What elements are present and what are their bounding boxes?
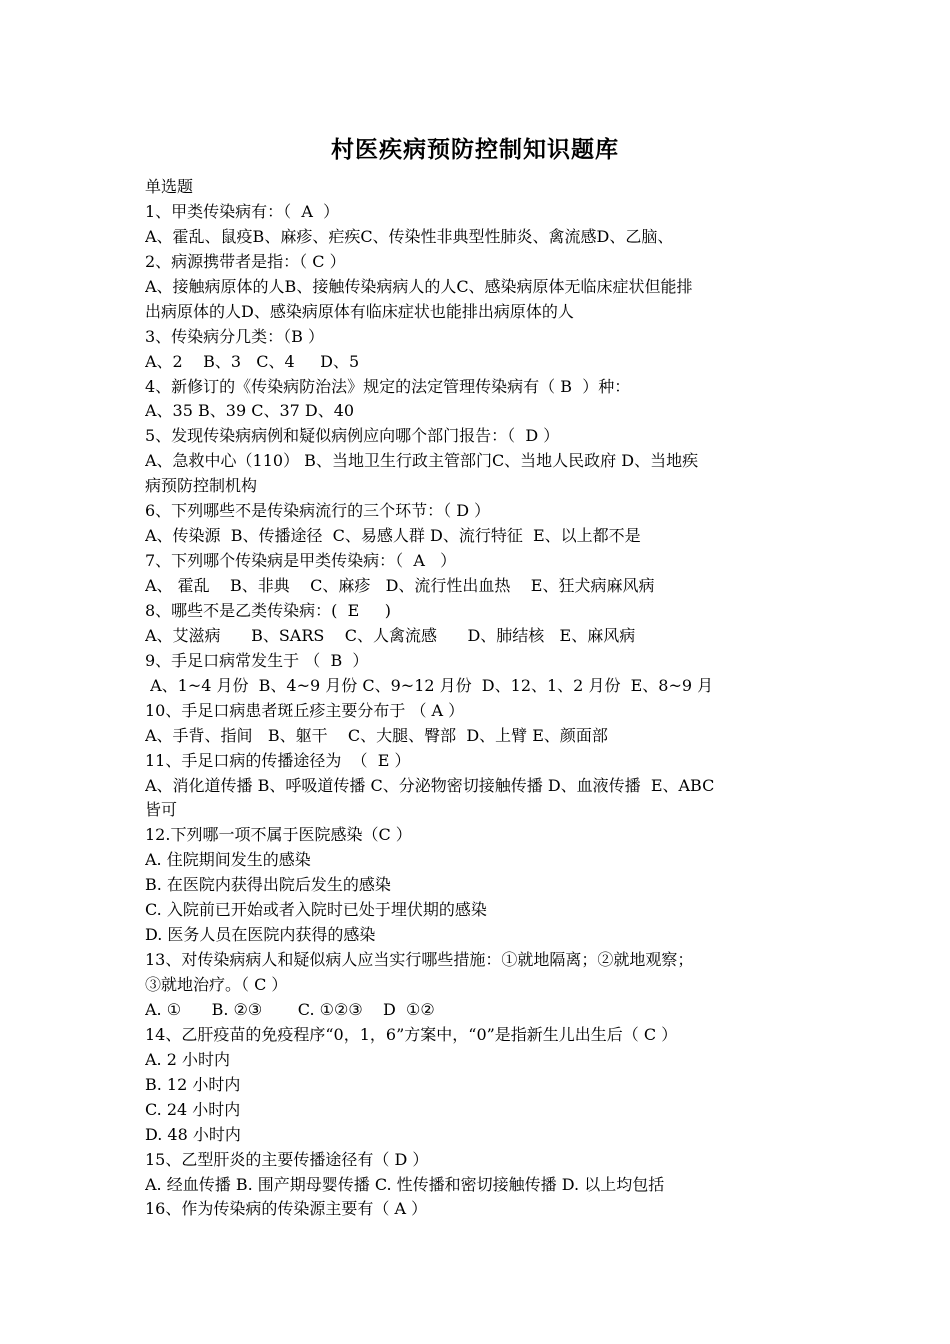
text-line: A、消化道传播 B、呼吸道传播 C、分泌物密切接触传播 D、血液传播 E、ABC xyxy=(145,775,715,795)
text-line: A、艾滋病 B、SARS C、人禽流感 D、肺结核 E、麻风病 xyxy=(145,625,636,645)
text-line: 8、哪些不是乙类传染病：( E ) xyxy=(145,600,391,620)
text-line: A. 经血传播 B. 围产期母婴传播 C. 性传播和密切接触传播 D. 以上均包括 xyxy=(145,1174,665,1194)
text-line: 14、乙肝疫苗的免疫程序“0，1，6”方案中，“0”是指新生儿出生后（ C ） xyxy=(145,1024,678,1044)
question-list xyxy=(145,175,810,1222)
text-line: C. 入院前已开始或者入院时已处于埋伏期的感染 xyxy=(145,900,487,920)
text-line: A、霍乱、鼠疫B、麻疹、疟疾C、传染性非典型性肺炎、禽流感D、乙脑、 xyxy=(145,226,674,246)
text-line: 12.下列哪一项不属于医院感染（C ） xyxy=(145,825,412,845)
text-line: A. 2 小时内 xyxy=(145,1049,230,1069)
text-line: B. 在医院内获得出院后发生的感染 xyxy=(145,875,391,895)
text-line: 4、新修订的《传染病防治法》规定的法定管理传染病有（ B ）种： xyxy=(145,376,631,396)
text-line: A、 霍乱 B、非典 C、麻疹 D、流行性出血热 E、狂犬病麻风病 xyxy=(145,576,655,595)
text-line: 11、手足口病的传播途径为 （ E ） xyxy=(145,750,411,770)
text-line: A、2 B、3 C、4 D、5 xyxy=(145,351,360,371)
text-line: 10、手足口病患者斑丘疹主要分布于 （ A ） xyxy=(145,700,465,720)
text-line: A. ① B. ②③ C. ①②③ D ①② xyxy=(145,999,435,1019)
text-line: 病预防控制机构 xyxy=(145,476,258,496)
text-line: 5、发现传染病病例和疑似病例应向哪个部门报告：（ D ） xyxy=(145,426,560,446)
text-line: 6、下列哪些不是传染病流行的三个环节：（ D ） xyxy=(145,501,491,521)
text-line: A、35 B、39 C、37 D、40 xyxy=(145,401,355,421)
text-line: A. 住院期间发生的感染 xyxy=(145,850,311,870)
text-line: A、急救中心（110） B、当地卫生行政主管部门C、当地人民政府 D、当地疾 xyxy=(145,451,699,471)
section-heading: 单选题 xyxy=(145,177,194,196)
text-line: 13、对传染病病人和疑似病人应当实行哪些措施：①就地隔离；②就地观察； xyxy=(145,950,694,970)
text-line: 皆可 xyxy=(145,800,178,820)
text-line: 2、病源携带者是指：（ C ） xyxy=(145,251,346,271)
text-line: A、接触病原体的人B、接触传染病病人的人C、感染病原体无临床症状但能排 xyxy=(145,276,693,296)
text-line: 16、作为传染病的传染源主要有（ A ） xyxy=(145,1199,428,1219)
text-line: B. 12 小时内 xyxy=(145,1074,241,1094)
text-line: D. 48 小时内 xyxy=(145,1124,241,1144)
text-line: D. 医务人员在医院内获得的感染 xyxy=(145,925,376,945)
text-line: ③就地治疗。（ C ） xyxy=(145,975,288,994)
text-line: A、1~4 月份 B、4~9 月份 C、9~12 月份 D、12、1、2 月份 E、8~9 月 xyxy=(145,675,714,695)
text-line: C. 24 小时内 xyxy=(145,1099,241,1119)
document-title: 村医疾病预防控制知识题库 xyxy=(331,136,619,163)
text-line: 9、手足口病常发生于 （ B ） xyxy=(145,650,369,670)
text-line: 1、甲类传染病有：（ A ） xyxy=(145,201,340,221)
text-line: 15、乙型肝炎的主要传播途径有（ D ） xyxy=(145,1149,429,1169)
text-line: 3、传染病分几类：（B ） xyxy=(145,326,325,346)
text-line: A、手背、指间 B、躯干 C、大腿、臀部 D、上臂 E、颜面部 xyxy=(145,725,608,745)
text-line: 7、下列哪个传染病是甲类传染病：（ A ） xyxy=(145,551,457,571)
text-line: A、传染源 B、传播途径 C、易感人群 D、流行特征 E、以上都不是 xyxy=(145,526,641,546)
text-line: 出病原体的人D、感染病原体有临床症状也能排出病原体的人 xyxy=(145,301,574,321)
